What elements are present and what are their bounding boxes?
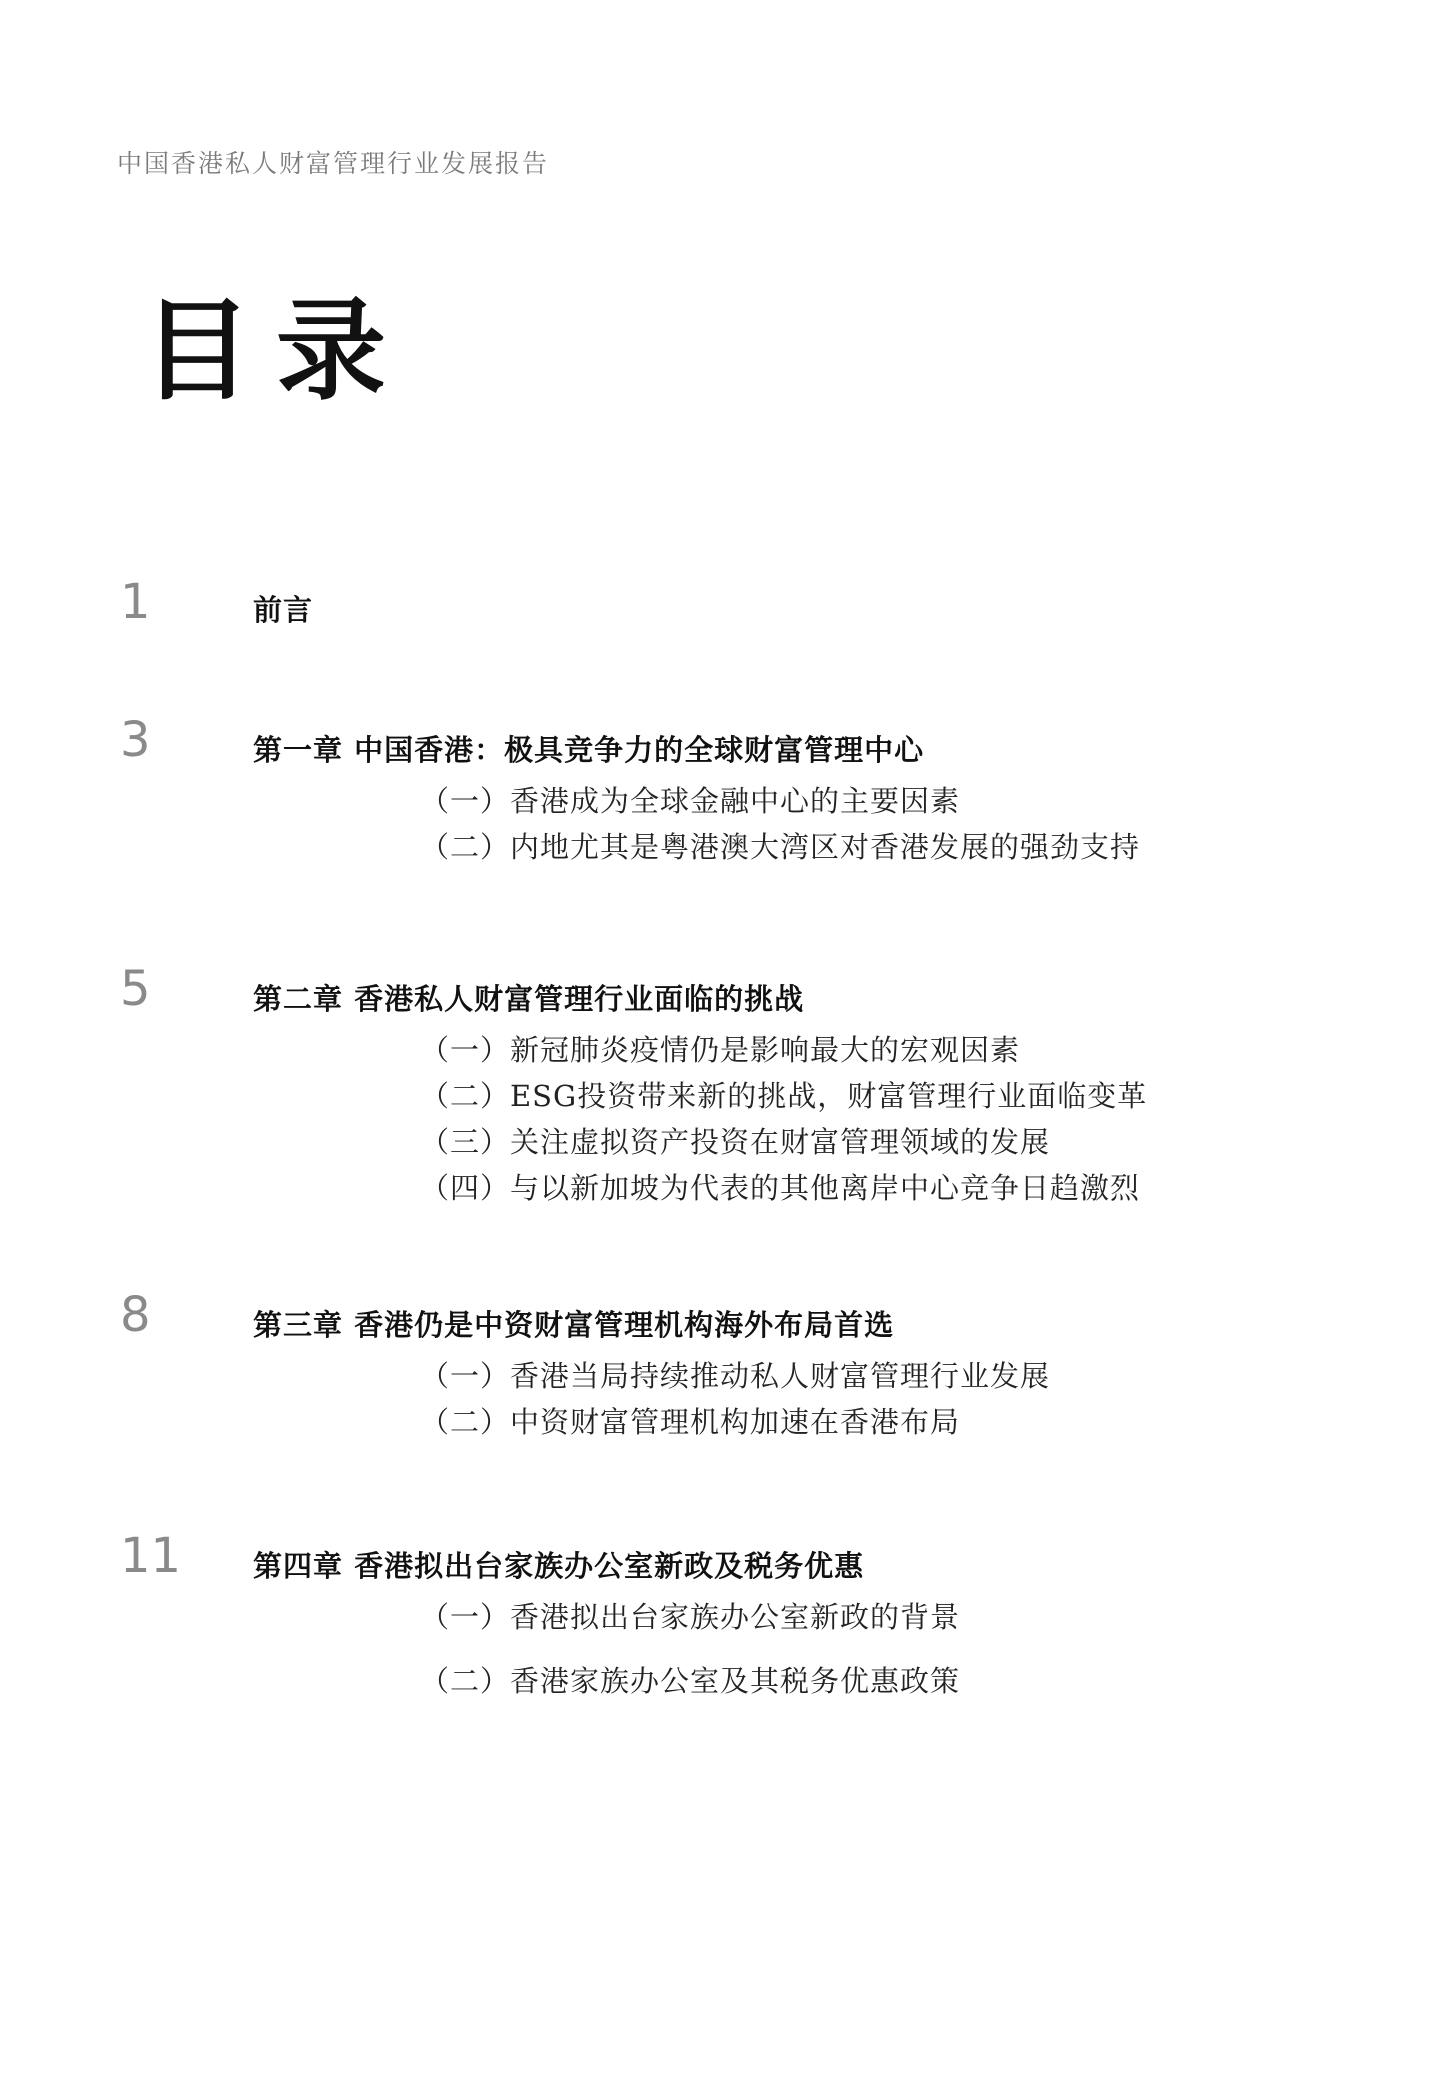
toc-section-item[interactable]: （二）ESG投资带来新的挑战，财富管理行业面临变革	[420, 1079, 1148, 1113]
toc-section-item[interactable]: （一）香港当局持续推动私人财富管理行业发展	[420, 1359, 1051, 1393]
toc-section-list	[420, 1594, 960, 1704]
toc-chapter-title[interactable]: 第一章 中国香港：极具竞争力的全球财富管理中心	[253, 733, 925, 767]
running-header: 中国香港私人财富管理行业发展报告	[117, 149, 550, 178]
toc-section-item[interactable]: （一）新冠肺炎疫情仍是影响最大的宏观因素	[420, 1033, 1021, 1067]
toc-section-list	[420, 1027, 1147, 1211]
toc-section-item[interactable]: （二）香港家族办公室及其税务优惠政策	[420, 1664, 961, 1698]
toc-section-list	[420, 1353, 1050, 1445]
toc-page-number: 3	[120, 712, 151, 768]
toc-section-item[interactable]: （二）内地尤其是粤港澳大湾区对香港发展的强劲支持	[420, 830, 1141, 864]
toc-chapter-title[interactable]: 第二章 香港私人财富管理行业面临的挑战	[253, 982, 805, 1016]
toc-section-item[interactable]: （二）中资财富管理机构加速在香港布局	[420, 1405, 961, 1439]
toc-chapter-title[interactable]: 第四章 香港拟出台家族办公室新政及税务优惠	[253, 1549, 865, 1583]
toc-section-item[interactable]: （一）香港拟出台家族办公室新政的背景	[420, 1600, 961, 1634]
toc-section-item[interactable]: （四）与以新加坡为代表的其他离岸中心竞争日趋激烈	[420, 1171, 1141, 1205]
toc-chapter-title[interactable]: 前言	[253, 593, 314, 627]
toc-section-list	[420, 778, 1140, 870]
toc-section-item[interactable]: （一）香港成为全球金融中心的主要因素	[420, 784, 961, 818]
toc-page-number: 8	[120, 1287, 151, 1343]
toc-page-number: 5	[120, 961, 151, 1017]
toc-section-item[interactable]: （三）关注虚拟资产投资在财富管理领域的发展	[420, 1125, 1051, 1159]
toc-chapter-title[interactable]: 第三章 香港仍是中资财富管理机构海外布局首选	[253, 1308, 895, 1342]
toc-page-number: 1	[120, 574, 151, 630]
page-title: 目录	[142, 286, 410, 415]
toc-page-number: 11	[120, 1528, 182, 1584]
